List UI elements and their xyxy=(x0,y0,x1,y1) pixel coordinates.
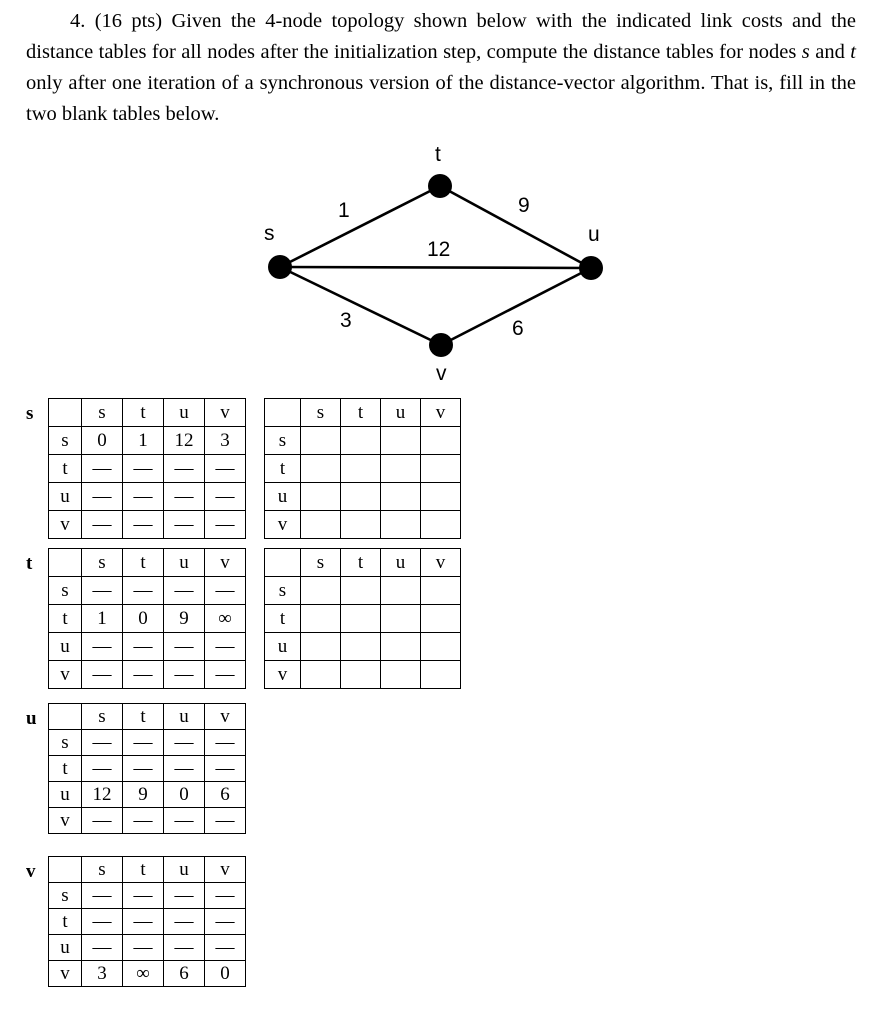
value-cell-v-v: — xyxy=(205,511,246,539)
edge-cost-s-t: 1 xyxy=(338,199,350,222)
column-header-v: v xyxy=(421,549,461,577)
value-cell-t-v: — xyxy=(205,909,246,935)
table-group-label-t: t xyxy=(26,553,33,574)
node-s-italic: s xyxy=(801,41,810,63)
value-cell-t-t: — xyxy=(123,756,164,782)
node-label-s: s xyxy=(264,222,275,245)
table-header-row xyxy=(265,399,461,427)
answer-cell-t-u[interactable] xyxy=(381,455,421,483)
value-cell-v-t: — xyxy=(123,661,164,689)
table-row xyxy=(265,427,461,455)
answer-cell-s-s[interactable] xyxy=(301,427,341,455)
answer-cell-t-v[interactable] xyxy=(421,605,461,633)
table-group-label-s: s xyxy=(26,403,34,424)
table-row xyxy=(49,661,246,689)
value-cell-v-t: — xyxy=(123,511,164,539)
table-row xyxy=(49,455,246,483)
column-header-s: s xyxy=(301,399,341,427)
column-header-u: u xyxy=(164,549,205,577)
edge-s-t xyxy=(280,186,440,267)
value-cell-v-s: — xyxy=(82,511,123,539)
question-number: 4. xyxy=(70,10,86,32)
node-label-v: v xyxy=(436,362,447,385)
row-header-v: v xyxy=(265,661,301,689)
value-cell-u-s: — xyxy=(82,483,123,511)
row-header-t: t xyxy=(265,605,301,633)
value-cell-u-t: — xyxy=(123,935,164,961)
answer-cell-v-v[interactable] xyxy=(421,661,461,689)
value-cell-v-v: — xyxy=(205,808,246,834)
value-cell-t-v: — xyxy=(205,756,246,782)
table-row xyxy=(49,511,246,539)
column-header-s: s xyxy=(82,549,123,577)
column-header-t: t xyxy=(123,549,164,577)
value-cell-s-s: — xyxy=(82,883,123,909)
column-header-u: u xyxy=(164,399,205,427)
column-header-t: t xyxy=(123,399,164,427)
edge-s-u xyxy=(280,267,591,268)
edge-t-u xyxy=(440,186,591,268)
value-cell-u-u: — xyxy=(164,935,205,961)
value-cell-t-u: — xyxy=(164,756,205,782)
value-cell-s-s: — xyxy=(82,730,123,756)
value-cell-t-t: 0 xyxy=(123,605,164,633)
row-header-u: u xyxy=(265,483,301,511)
table-row xyxy=(265,633,461,661)
row-header-s: s xyxy=(49,427,82,455)
table-header-row xyxy=(49,549,246,577)
value-cell-s-u: — xyxy=(164,883,205,909)
value-cell-s-v: — xyxy=(205,883,246,909)
question-line-2a: distance tables for all nodes after the initialization step, compute the distance tables for nodes xyxy=(26,41,802,63)
row-header-s: s xyxy=(49,577,82,605)
column-header-t: t xyxy=(341,399,381,427)
value-cell-v-t: ∞ xyxy=(123,961,164,987)
edge-cost-v-u: 6 xyxy=(512,317,524,340)
value-cell-t-s: — xyxy=(82,909,123,935)
answer-cell-t-t[interactable] xyxy=(341,455,381,483)
row-header-s: s xyxy=(49,730,82,756)
value-cell-s-t: — xyxy=(123,883,164,909)
table-corner-cell xyxy=(49,704,82,730)
answer-cell-u-t[interactable] xyxy=(341,483,381,511)
table-row xyxy=(49,935,246,961)
table-row xyxy=(265,511,461,539)
table-row xyxy=(49,961,246,987)
row-header-u: u xyxy=(49,633,82,661)
edge-cost-s-v: 3 xyxy=(340,309,352,332)
column-header-t: t xyxy=(123,704,164,730)
table-row xyxy=(49,483,246,511)
column-header-v: v xyxy=(205,857,246,883)
answer-cell-s-u[interactable] xyxy=(381,577,421,605)
value-cell-v-u: — xyxy=(164,511,205,539)
value-cell-v-u: — xyxy=(164,808,205,834)
value-cell-u-s: 12 xyxy=(82,782,123,808)
answer-cell-u-t[interactable] xyxy=(341,633,381,661)
value-cell-u-t: — xyxy=(123,633,164,661)
value-cell-t-v: ∞ xyxy=(205,605,246,633)
answer-cell-s-v[interactable] xyxy=(421,577,461,605)
table-row xyxy=(49,808,246,834)
question-line-3c: only after one iteration of a synchronous version of the distance-vector algorithm. That is, xyxy=(26,72,774,94)
answer-cell-v-u[interactable] xyxy=(381,511,421,539)
question-text xyxy=(26,6,856,130)
answer-cell-s-u[interactable] xyxy=(381,427,421,455)
graph-node-v xyxy=(429,333,453,357)
table-header-row xyxy=(49,704,246,730)
answer-cell-v-v[interactable] xyxy=(421,511,461,539)
table-group-label-v: v xyxy=(26,861,36,882)
topology-diagram xyxy=(250,142,650,392)
value-cell-t-t: — xyxy=(123,909,164,935)
table-group-label-u: u xyxy=(26,708,37,729)
column-header-u: u xyxy=(164,857,205,883)
graph-node-u xyxy=(579,256,603,280)
table-row xyxy=(265,455,461,483)
table-corner-cell xyxy=(265,549,301,577)
graph-node-s xyxy=(268,255,292,279)
table-row xyxy=(49,730,246,756)
row-header-v: v xyxy=(49,808,82,834)
question-line-1: Given the 4-node topology shown below with the indicated link costs and the xyxy=(171,10,857,32)
answer-cell-s-t[interactable] xyxy=(341,577,381,605)
answer-cell-v-t[interactable] xyxy=(341,511,381,539)
answer-cell-u-u[interactable] xyxy=(381,483,421,511)
value-cell-v-u: 6 xyxy=(164,961,205,987)
table-row xyxy=(49,427,246,455)
value-cell-s-t: 1 xyxy=(123,427,164,455)
row-header-u: u xyxy=(49,483,82,511)
value-cell-u-u: 0 xyxy=(164,782,205,808)
value-cell-t-u: — xyxy=(164,909,205,935)
table-row xyxy=(49,605,246,633)
answer-cell-u-s[interactable] xyxy=(301,633,341,661)
row-header-s: s xyxy=(265,577,301,605)
answer-cell-v-s[interactable] xyxy=(301,511,341,539)
value-cell-u-v: 6 xyxy=(205,782,246,808)
column-header-s: s xyxy=(82,704,123,730)
graph-node-t xyxy=(428,174,452,198)
table-row xyxy=(49,883,246,909)
table-pair-u xyxy=(48,703,246,834)
row-header-v: v xyxy=(49,961,82,987)
table-pair-v xyxy=(48,856,246,987)
graph-canvas xyxy=(250,142,650,392)
row-header-u: u xyxy=(49,782,82,808)
answer-cell-v-s[interactable] xyxy=(301,661,341,689)
value-cell-s-v: — xyxy=(205,730,246,756)
value-cell-t-s: — xyxy=(82,756,123,782)
column-header-v: v xyxy=(205,549,246,577)
table-corner-cell xyxy=(265,399,301,427)
row-header-s: s xyxy=(49,883,82,909)
row-header-v: v xyxy=(49,511,82,539)
value-cell-v-s: 3 xyxy=(82,961,123,987)
value-cell-u-t: 9 xyxy=(123,782,164,808)
value-cell-u-t: — xyxy=(123,483,164,511)
value-cell-t-v: — xyxy=(205,455,246,483)
value-cell-s-t: — xyxy=(123,577,164,605)
distance-table-s-blank xyxy=(264,398,461,539)
column-header-v: v xyxy=(205,399,246,427)
value-cell-u-v: — xyxy=(205,935,246,961)
answer-cell-u-v[interactable] xyxy=(421,633,461,661)
value-cell-t-u: 9 xyxy=(164,605,205,633)
value-cell-u-s: — xyxy=(82,633,123,661)
answer-cell-s-t[interactable] xyxy=(341,427,381,455)
row-header-u: u xyxy=(49,935,82,961)
edge-s-v xyxy=(280,267,441,345)
node-label-t: t xyxy=(435,143,441,166)
table-header-row xyxy=(49,399,246,427)
value-cell-t-s: — xyxy=(82,455,123,483)
column-header-s: s xyxy=(82,857,123,883)
answer-cell-t-t[interactable] xyxy=(341,605,381,633)
column-header-s: s xyxy=(82,399,123,427)
value-cell-u-v: — xyxy=(205,633,246,661)
question-line-3a: and xyxy=(815,41,851,63)
table-row xyxy=(49,909,246,935)
distance-table-t-blank xyxy=(264,548,461,689)
table-corner-cell xyxy=(49,549,82,577)
answer-cell-u-u[interactable] xyxy=(381,633,421,661)
column-header-s: s xyxy=(301,549,341,577)
column-header-u: u xyxy=(381,549,421,577)
value-cell-s-u: — xyxy=(164,730,205,756)
row-header-s: s xyxy=(265,427,301,455)
value-cell-t-t: — xyxy=(123,455,164,483)
table-row xyxy=(49,633,246,661)
table-corner-cell xyxy=(49,399,82,427)
table-header-row xyxy=(49,857,246,883)
distance-table-u-initial xyxy=(48,703,246,834)
value-cell-t-u: — xyxy=(164,455,205,483)
row-header-u: u xyxy=(265,633,301,661)
value-cell-v-s: — xyxy=(82,661,123,689)
row-header-t: t xyxy=(49,455,82,483)
row-header-v: v xyxy=(49,661,82,689)
row-header-v: v xyxy=(265,511,301,539)
edge-cost-t-u: 9 xyxy=(518,194,530,217)
value-cell-v-v: 0 xyxy=(205,961,246,987)
row-header-t: t xyxy=(49,909,82,935)
answer-cell-s-v[interactable] xyxy=(421,427,461,455)
value-cell-s-s: 0 xyxy=(82,427,123,455)
column-header-u: u xyxy=(164,704,205,730)
node-label-u: u xyxy=(588,223,600,246)
table-row xyxy=(265,483,461,511)
value-cell-t-s: 1 xyxy=(82,605,123,633)
table-pair-t xyxy=(48,548,461,689)
table-row xyxy=(265,605,461,633)
answer-cell-v-t[interactable] xyxy=(341,661,381,689)
value-cell-s-u: 12 xyxy=(164,427,205,455)
answer-cell-t-s[interactable] xyxy=(301,455,341,483)
answer-cell-u-v[interactable] xyxy=(421,483,461,511)
question-points: (16 pts) xyxy=(94,10,163,32)
answer-cell-s-s[interactable] xyxy=(301,577,341,605)
column-header-u: u xyxy=(381,399,421,427)
table-header-row xyxy=(265,549,461,577)
distance-table-v-initial xyxy=(48,856,246,987)
distance-table-t-initial xyxy=(48,548,246,689)
table-row xyxy=(49,756,246,782)
answer-cell-u-s[interactable] xyxy=(301,483,341,511)
value-cell-s-s: — xyxy=(82,577,123,605)
value-cell-s-v: — xyxy=(205,577,246,605)
value-cell-u-s: — xyxy=(82,935,123,961)
table-row xyxy=(49,782,246,808)
table-pair-s xyxy=(48,398,461,539)
value-cell-v-v: — xyxy=(205,661,246,689)
answer-cell-t-s[interactable] xyxy=(301,605,341,633)
table-row xyxy=(265,577,461,605)
row-header-t: t xyxy=(49,756,82,782)
distance-table-s-initial xyxy=(48,398,246,539)
value-cell-u-u: — xyxy=(164,633,205,661)
table-row xyxy=(265,661,461,689)
value-cell-u-u: — xyxy=(164,483,205,511)
row-header-t: t xyxy=(49,605,82,633)
value-cell-v-t: — xyxy=(123,808,164,834)
column-header-t: t xyxy=(341,549,381,577)
table-row xyxy=(49,577,246,605)
value-cell-s-u: — xyxy=(164,577,205,605)
column-header-t: t xyxy=(123,857,164,883)
value-cell-v-s: — xyxy=(82,808,123,834)
value-cell-u-v: — xyxy=(205,483,246,511)
edge-cost-s-u: 12 xyxy=(427,238,451,261)
table-corner-cell xyxy=(49,857,82,883)
column-header-v: v xyxy=(421,399,461,427)
answer-cell-t-u[interactable] xyxy=(381,605,421,633)
answer-cell-v-u[interactable] xyxy=(381,661,421,689)
value-cell-s-v: 3 xyxy=(205,427,246,455)
row-header-t: t xyxy=(265,455,301,483)
value-cell-s-t: — xyxy=(123,730,164,756)
value-cell-v-u: — xyxy=(164,661,205,689)
node-t-italic: t xyxy=(850,41,856,63)
question-line-4: fill in the two blank tables below. xyxy=(26,72,857,125)
column-header-v: v xyxy=(205,704,246,730)
answer-cell-t-v[interactable] xyxy=(421,455,461,483)
